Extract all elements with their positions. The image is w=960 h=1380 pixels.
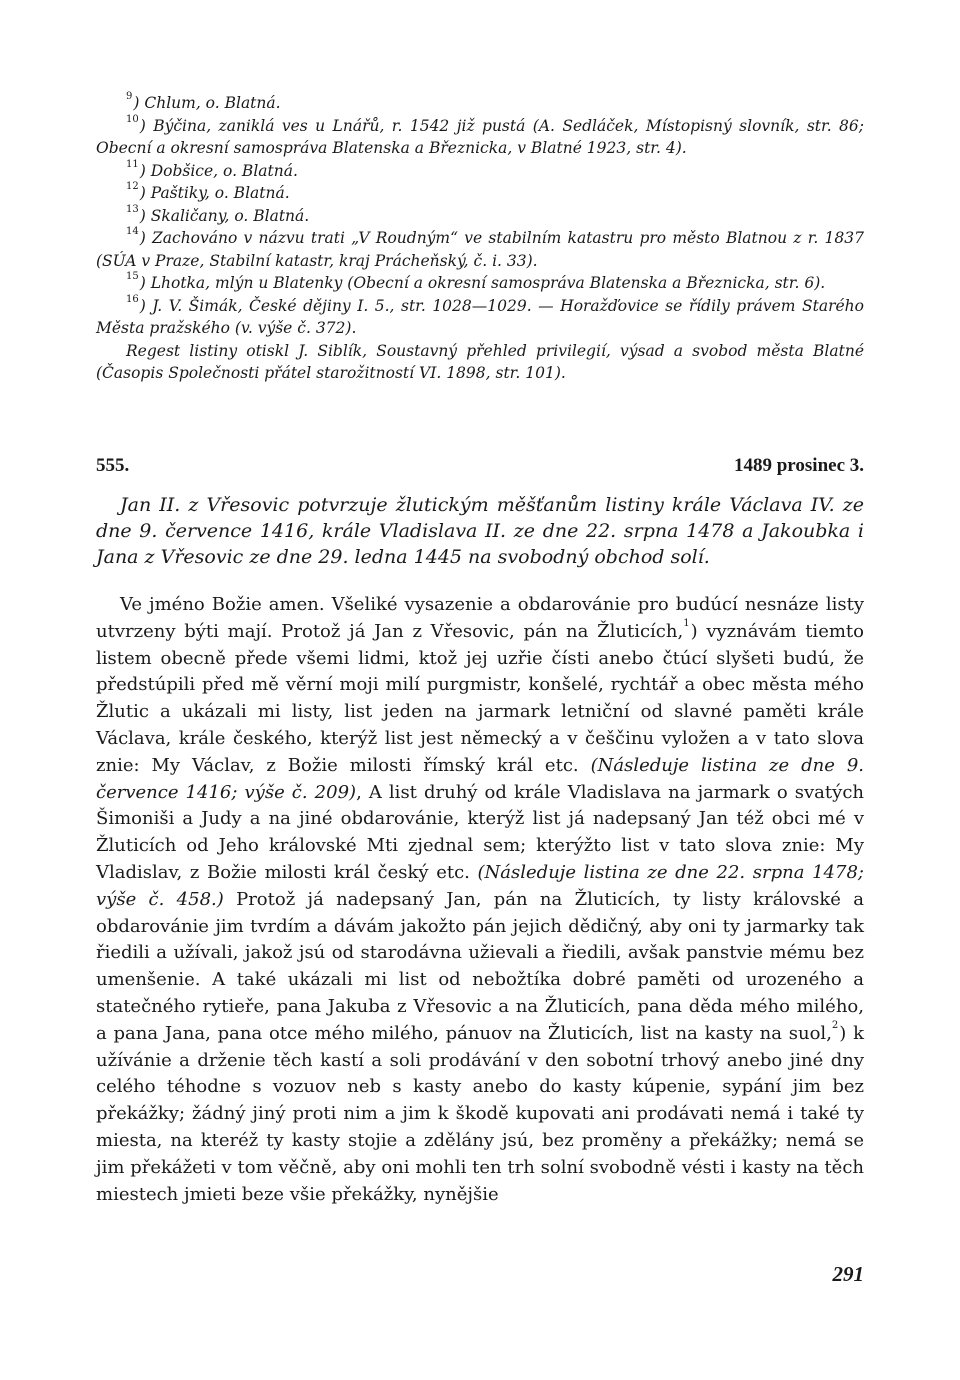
page-number: 291 bbox=[832, 1262, 864, 1286]
body-text-1: Ve jméno Božie amen. Všeliké vysazenie a obdarovánie pro budúcí nesnáze listy utvrzeny býti mají. Protož já Jan z Vřesovic, pán na Žluticích, bbox=[96, 594, 864, 642]
note-10: $^{10}$) Býčina, zaniklá ves u Lnářů, r. 1542 již pustá (A. Sedláček, Místopisný slovník, str. 86; Obecní a okresní samospráva Blatenska a Březnicka, v Blatné 1923, str. 4). bbox=[96, 113, 864, 157]
entry-heading bbox=[96, 455, 864, 477]
note-14: $^{14}$) Zachováno v názvu trati „V Roudným“ ve stabilním katastru pro město Blatnou z r. 1837 (SÚA v Praze, Stabilní katastr, kraj Prácheňský, č. i. 33). bbox=[96, 226, 864, 270]
editorial-insert-1: (Následuje listina ze dne 9. července 1416; výše č. 209) bbox=[96, 754, 864, 803]
body-text-3: , A list druhý od krále Vladislava na jarmark o svatých Šimoniši a Judy a na jiné obdarovánie, kterýž list já nadepsaný Jan též obci mé v Žluticích od Jeho královské Mti zjednal sem; kterýžto list v tato slova znie: My Vladislav, z Božie milosti král český etc. bbox=[96, 781, 864, 883]
entry-date: 1489 prosinec 3. bbox=[733, 455, 864, 476]
footnote-ref-2: 2 bbox=[831, 1019, 839, 1031]
editorial-insert-2: (Následuje listina ze dne 22. srpna 1478; výše č. 458.) bbox=[96, 861, 864, 910]
regest: Jan II. z Vřesovic potvrzuje žlutickým měšťanům listiny krále Václava IV. ze dne 9. července 1416, krále Vladislava II. ze dne 22. srpna 1478 a Jakoubka i Jana z Vřesovic ze dne 29. ledna 1445 na svobodný obchod solí. bbox=[96, 494, 864, 568]
body-text-5: ) k užívánie a drženie těch kastí a soli prodávání v den sobotní trhový anebo jiné dny celého téhodne s vozuov neb s kasty anebo do kasty kúpenie, sypání jim bez překážky; žádný jiný proti nim a jim k škodě kupovati ani prodávati nemá i také ty miesta, na kteréž ty kasty stojie a zdělány jsú, bez proměny a překážky; nemá se jim překážeti v tom věčně, aby oni mohli ten trh solní svobodně vésti i kasty na těch miestech jmieti beze všie překážky, nynějšie bbox=[96, 1022, 864, 1205]
document-body bbox=[96, 592, 864, 1208]
entry-number: 555. bbox=[96, 455, 130, 476]
body-text-4: Protož já nadepsaný Jan, pán na Žluticích, ty listy královské a obdarovánie jim tvrdím a dávám jakožto pán jejich dědičný, aby oni ty jarmarky tak řiedili a užívali, jakož jsú od starodávna užievali a řiedili, avšak panstvie mému bez umenšenie. A také ukázali mi list od nebožtíka dobré paměti od urozeného a statečného rytieře, pana Jakuba z Vřesovic a na Žluticích, pana děda mého milého, a pana Jana, pana otce mého milého, pánuov na Žluticích, list na kasty na suol, bbox=[96, 888, 864, 1044]
note-12: $^{12}$) Paštiky, o. Blatná. bbox=[126, 181, 290, 202]
regest-source-note: Regest listiny otiskl J. Siblík, Soustavný přehled privilegií, výsad a svobod města Blatné (Časopis Společnosti přátel starožitností VI. 1898, str. 101). bbox=[96, 341, 864, 382]
note-9: $^9$) Chlum, o. Blatná. bbox=[126, 91, 281, 112]
body-text-2: ) vyznávám tiemto listem obecně přede všemi lidmi, ktož jej uzřie čísti anebo čtúcí slyšeti budú, že předstúpili před mě věrní moji milí purgmistr, konšelé, rychtář a obec města mého Žlutic a ukázali mi listy, list jeden na jarmark letniční od slavné paměti krále Václava, krále českého, kterýž list jest německý a v češčinu vyložen a v tato slova znie: My Václav, z Božie milosti římský král etc. bbox=[96, 620, 864, 776]
note-11: $^{11}$) Dobšice, o. Blatná. bbox=[126, 158, 298, 180]
page bbox=[96, 91, 864, 1205]
note-13: $^{13}$) Skaličany, o. Blatná. bbox=[126, 203, 310, 225]
note-15: $^{15}$) Lhotka, mlýn u Blatenky (Obecní a okresní samospráva Blatenska a Březnicka, str. 6). bbox=[126, 271, 826, 292]
note-16: $^{16}$) J. V. Šimák, České dějiny I. 5., str. 1028—1029. — Horažďovice se řídily právem Starého Města pražského (v. výše č. 372). bbox=[96, 293, 864, 337]
footnote-ref-1: 1 bbox=[683, 617, 690, 629]
footnotes-block bbox=[96, 92, 864, 385]
